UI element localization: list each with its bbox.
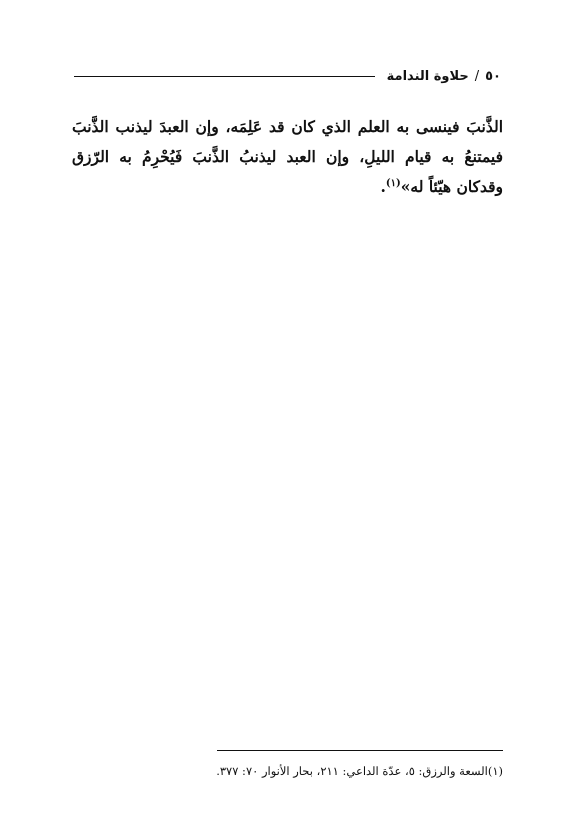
- running-title: حلاوة الندامة: [386, 68, 469, 84]
- header-separator: /: [474, 68, 480, 84]
- footnote-divider: [217, 750, 503, 751]
- running-header: [74, 66, 501, 86]
- footnote-reference: (١): [385, 177, 401, 189]
- paragraph: [72, 112, 503, 202]
- paragraph-text: الذَّنبَ فينسى به العلم الذي كان قد عَلِمَه، وإن العبدَ ليذنب الذَّنبَ فيمتنعُ به قيام الليلِ، وإن العبد ليذنبُ الذَّنبَ فَيُحْرِمُ به الرّزق وقدكان هيّئاً له»: [72, 117, 503, 196]
- footnote-item: (١)السعة والرزق: ٥، عدّة الداعي: ٢١١، بحار الأنوار ٧٠: ٣٧٧.: [216, 764, 503, 778]
- header-rule: [74, 76, 375, 77]
- paragraph-closing: .: [380, 177, 386, 196]
- footnotes: [72, 762, 503, 780]
- main-text: [72, 112, 503, 202]
- page-number: ٥٠: [485, 68, 501, 84]
